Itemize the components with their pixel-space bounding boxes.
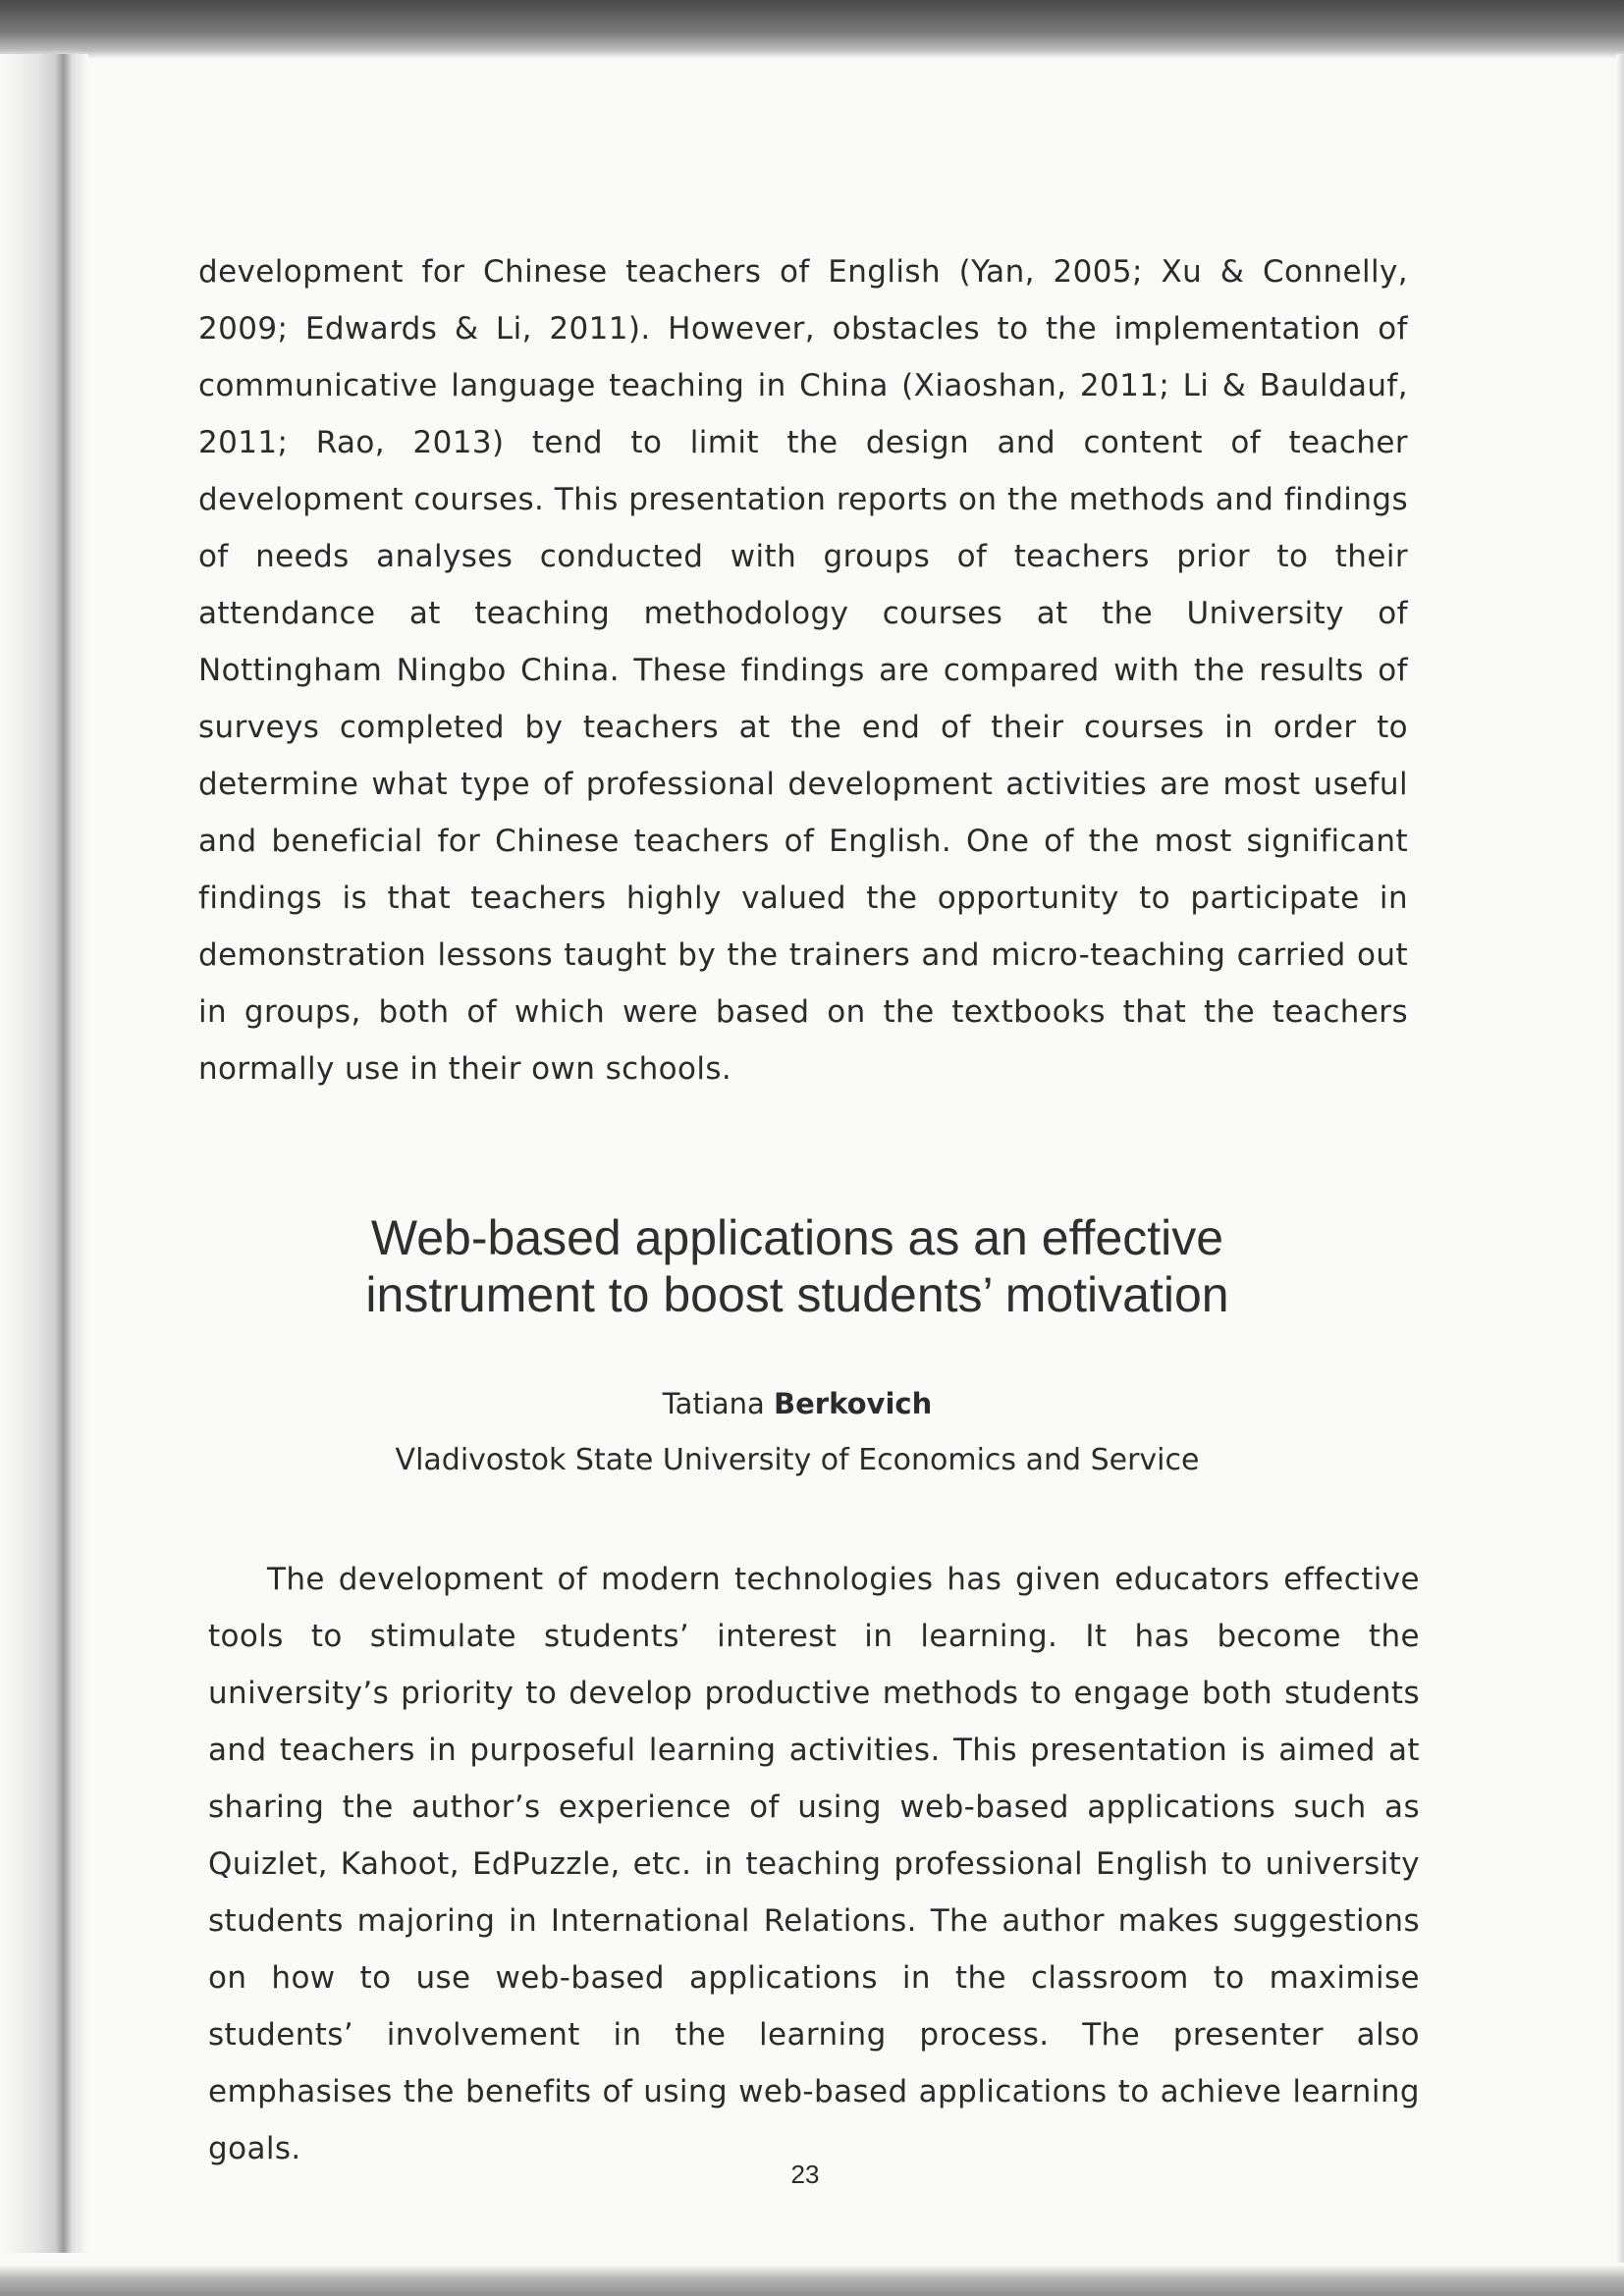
article-title xyxy=(295,1209,1300,1323)
page-number: 23 xyxy=(790,2160,820,2189)
scan-right-edge xyxy=(1616,54,1624,2263)
previous-abstract-continuation: development for Chinese teachers of English (Yan, 2005; Xu & Connelly, 2009; Edwards & Li, 2011). However, obstacles to the implementation of communicative language teaching in China (Xiaoshan, 2011; Li & Bauldauf, 2011; Rao, 2013) tend to limit the design and content of teacher development courses. This presentation reports on the methods and findings of needs analyses conducted with groups of teachers prior to their attendance at teaching methodology courses at the University of Nottingham Ningbo China. These findings are compared with the results of surveys completed by teachers at the end of their courses in order to determine what type of professional development activities are most useful and beneficial for Chinese teachers of English. One of the most significant findings is that teachers highly valued the opportunity to participate in demonstration lessons taught by the trainers and micro-teaching carried out in groups, both of which were based on the textbooks that the teachers normally use in their own schools. xyxy=(198,254,1408,1087)
scan-top-edge xyxy=(0,0,1624,59)
article-abstract: The development of modern technologies has given educators effective tools to stimulate students’ interest in learning. It has become the university’s priority to develop productive methods to engage both students and teachers in purposeful learning activities. This presentation is aimed at sharing the author’s experience of using web-based applications such as Quizlet, Kahoot, EdPuzzle, etc. in teaching professional English to university students majoring in International Relations. The author makes suggestions on how to use web-based applications in the classroom to maximise students’ involvement in the learning process. The presenter also emphasises the benefits of using web-based applications to achieve learning goals. xyxy=(208,1562,1420,2166)
scan-bottom-edge xyxy=(0,2265,1624,2296)
author-first-name: Tatiana xyxy=(662,1387,765,1420)
article-title-line-1: Web-based applications as an effective xyxy=(370,1210,1224,1265)
author-affiliation: Vladivostok State University of Economics and Service xyxy=(395,1443,1200,1477)
book-binding-shadow xyxy=(0,54,88,2253)
article-title-line-2: instrument to boost students’ motivation xyxy=(365,1267,1229,1322)
author-name xyxy=(295,1382,1300,1425)
author-surname: Berkovich xyxy=(774,1387,933,1420)
